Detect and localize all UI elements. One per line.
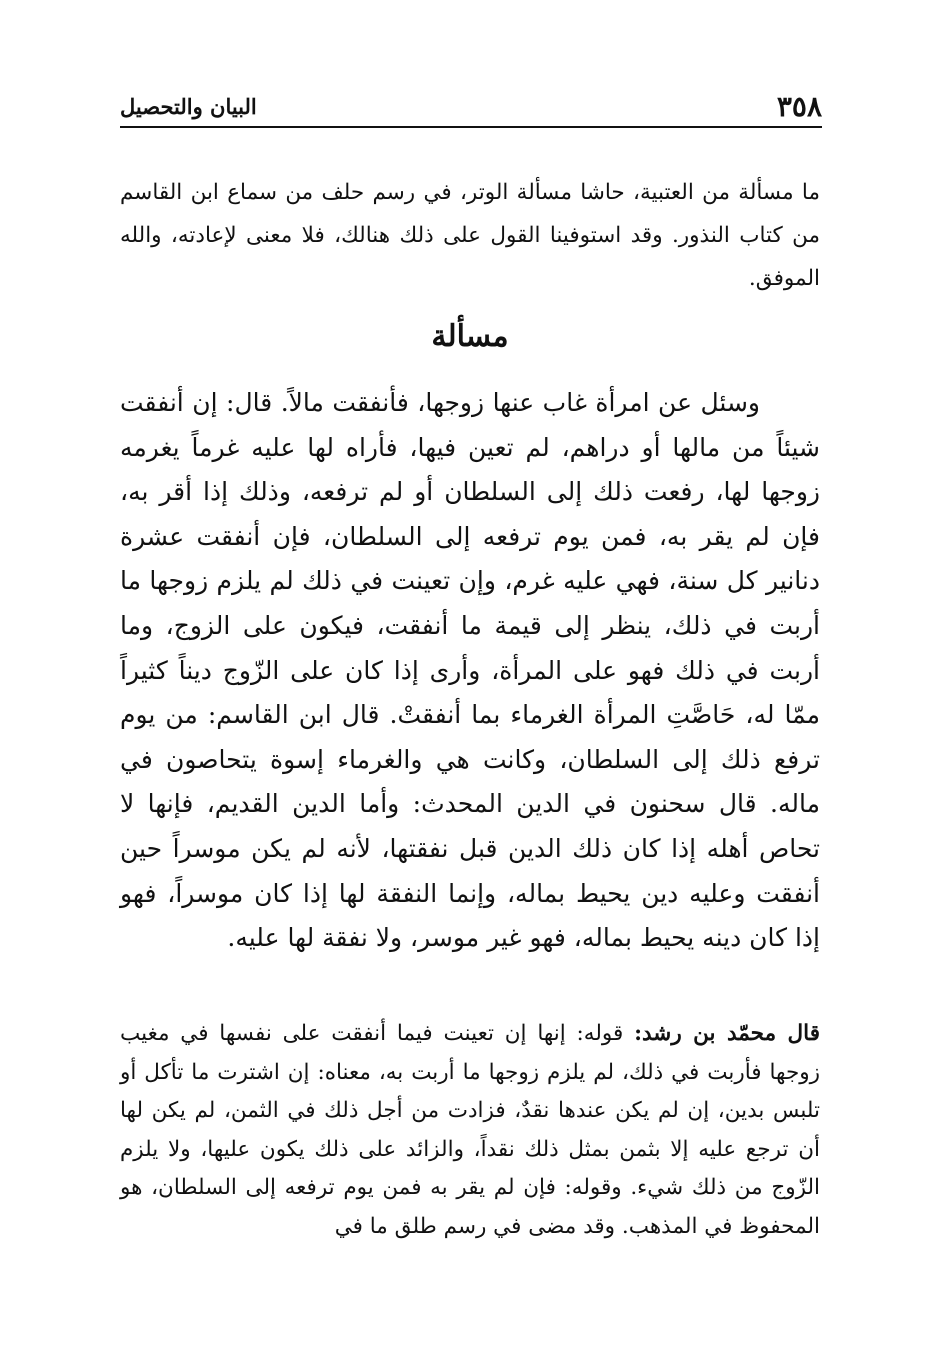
commentary-speaker: قال محمّد بن رشد: xyxy=(634,1021,820,1046)
commentary-text: قوله: إنها إن تعينت فيما أنفقت على نفسها في مغيب زوجها فأربت في ذلك، لم يلزم زوجها ما أربت به، معناه: إن اشترت ما تأكل أو تلبس بدين، إن لم يكن عندها نقدٌ، فزادت من أجل ذلك في الثمن، لم يكن لها أن ترجع عليه إلا بثمن بمثل ذلك نقداً، والزائد على ذلك يكون عليها، ولا يلزم الزّوج من ذلك شيء. وقوله: فإن لم يقر به فمن يوم ترفعه إلى السلطان، هو المحفوظ في المذهب. وقد مضى في رسم طلق ما في xyxy=(120,1021,820,1239)
question-paragraph xyxy=(120,381,820,961)
question-text: وسئل عن امرأة غاب عنها زوجها، فأنفقت مالاً. قال: إن أنفقت شيئاً من مالها أو دراهم، لم تعين فيها، فأراه لها عليه غرماً يغرمه زوجها لها، رفعت ذلك إلى السلطان أو لم ترفعه، وذلك إذا أقر به، فإن لم يقر به، فمن يوم ترفعه إلى السلطان، فإن أنفقت عشرة دنانير كل سنة، فهي عليه غرم، وإن تعينت في ذلك لم يلزم زوجها ما أربت في ذلك، ينظر إلى قيمة ما أنفقت، فيكون على الزوج، وما أربت في ذلك فهو على المرأة، وأرى إذا كان على الزّوج ديناً كثيراً ممّا له، حَاصَّتِ المرأة الغرماء بما أنفقتْ. قال ابن القاسم: من يوم ترفع ذلك إلى السلطان، وكانت هي والغرماء إسوة يتحاصون في ماله. قال سحنون في الدين المحدث: وأما الدين القديم، فإنها لا تحاص أهله إذا كان ذلك الدين قبل نفقتها، لأنه لم يكن موسراً حين أنفقت وعليه دين يحيط بماله، وإنما النفقة لها إذا كان موسراً، فهو إذا كان دينه يحيط بماله، فهو غير موسر، ولا نفقة لها عليه. xyxy=(120,388,820,953)
page-number: ٣٥٨ xyxy=(776,90,822,123)
commentary-paragraph xyxy=(120,1015,820,1247)
section-title: مسألة xyxy=(431,319,509,354)
intro-paragraph: ما مسألة من العتبية، حاشا مسألة الوتر، في رسم حلف من سماع ابن القاسم من كتاب النذور. وقد استوفينا القول على ذلك هنالك، فلا معنى لإعادته، والله الموفق. xyxy=(120,180,820,291)
page-header xyxy=(120,92,822,128)
running-title: البيان والتحصيل xyxy=(120,94,257,119)
